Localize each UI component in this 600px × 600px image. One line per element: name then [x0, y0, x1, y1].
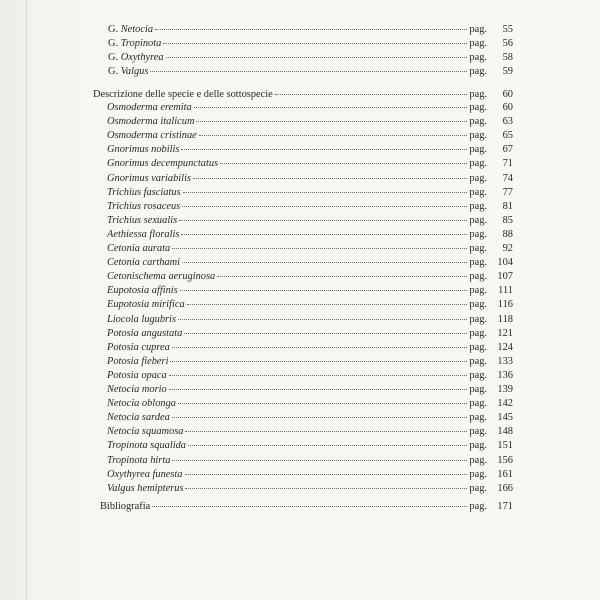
pag-label: pag.	[469, 341, 487, 353]
dot-leader	[199, 135, 468, 136]
page-number: 58	[502, 52, 513, 64]
dot-leader	[163, 43, 467, 44]
pag-label: pag.	[469, 426, 487, 438]
dot-leader	[172, 248, 467, 249]
page-number: 148	[497, 426, 513, 438]
toc-entry	[108, 66, 513, 78]
page-number: 56	[502, 38, 513, 50]
pag-label: pag.	[469, 172, 487, 184]
page-number: 81	[502, 200, 513, 212]
dot-leader	[182, 262, 467, 263]
dot-leader	[188, 445, 467, 446]
entry-title: Tropinota squalida	[107, 440, 187, 452]
pag-label: pag.	[469, 52, 487, 64]
page-number: 104	[497, 257, 513, 269]
toc-entry	[107, 426, 513, 438]
dot-leader	[172, 347, 468, 348]
pag-label: pag.	[469, 89, 487, 100]
entry-title: Potosia angustata	[107, 327, 183, 339]
page-number: 88	[502, 228, 513, 240]
dot-leader	[183, 192, 468, 193]
dot-leader	[220, 163, 467, 164]
page-number: 60	[502, 89, 513, 100]
toc-entry	[107, 130, 513, 142]
toc-entry	[108, 52, 513, 64]
page-number: 71	[502, 158, 513, 170]
toc-entry	[107, 158, 513, 170]
entry-title: Trichius rosaceus	[107, 200, 181, 212]
pag-label: pag.	[469, 214, 487, 226]
pag-label: pag.	[469, 116, 487, 128]
toc-section-heading	[100, 501, 513, 513]
dot-leader	[185, 488, 467, 489]
page-number: 142	[497, 398, 513, 410]
pag-label: pag.	[469, 228, 487, 240]
entry-title: Tropinota	[120, 38, 162, 50]
pag-label: pag.	[469, 327, 487, 339]
pag-label: pag.	[469, 454, 487, 466]
pag-label: pag.	[469, 257, 487, 269]
page-number: 166	[497, 482, 513, 494]
entry-title: Potosia opaca	[107, 369, 167, 381]
dot-leader	[178, 403, 467, 404]
dot-leader	[170, 361, 467, 362]
toc-entry	[107, 299, 513, 311]
entry-title: Aethiessa floralis	[107, 228, 180, 240]
toc-entry	[107, 173, 513, 185]
toc-entry	[107, 187, 513, 199]
dot-leader	[150, 71, 467, 72]
entry-title: Oxythyrea	[120, 52, 164, 64]
dot-leader	[152, 506, 467, 507]
page-number: 59	[502, 66, 513, 78]
toc-entry	[107, 398, 513, 410]
dot-leader	[169, 389, 468, 390]
toc-entry	[107, 356, 513, 368]
entry-title: Liocola lugubris	[107, 313, 176, 325]
page-number: 74	[502, 172, 513, 184]
page-number: 92	[502, 243, 513, 254]
entry-title: Cetonischema aeruginosa	[107, 271, 216, 283]
page-number: 116	[497, 299, 513, 311]
pag-label: pag.	[469, 200, 487, 212]
pag-label: pag.	[469, 412, 487, 424]
entry-title: Osmoderma eremita	[107, 102, 192, 113]
section-heading-title: Bibliografia	[100, 501, 151, 512]
page-number: 118	[497, 313, 513, 325]
page-number: 124	[497, 341, 513, 353]
entry-title: Trichius sexualis	[107, 214, 178, 226]
dot-leader	[184, 333, 467, 334]
page-number: 139	[497, 384, 513, 395]
dot-leader	[185, 431, 467, 432]
dot-leader	[181, 234, 467, 235]
page-number: 60	[502, 102, 513, 113]
entry-title: Netocia squamosa	[107, 426, 184, 438]
entry-title: Netocia oblonga	[107, 398, 176, 410]
entry-title: Tropinota hirta	[107, 454, 171, 466]
page-number: 63	[502, 116, 513, 128]
dot-leader	[185, 474, 468, 475]
toc-entry	[107, 384, 513, 396]
entry-title: Netocia	[120, 24, 154, 35]
dot-leader	[155, 29, 467, 30]
pag-label: pag.	[469, 285, 487, 297]
entry-title: Gnorimus nobilis	[107, 144, 180, 156]
dot-leader	[182, 206, 467, 207]
page-number: 67	[502, 144, 513, 156]
toc-entry	[107, 243, 513, 255]
entry-title: Trichius fasciatus	[107, 186, 181, 198]
page-number: 145	[497, 412, 513, 424]
dot-leader	[172, 460, 467, 461]
toc-entry	[107, 201, 513, 213]
entry-title: Gnorimus decempunctatus	[107, 158, 219, 170]
dot-leader	[179, 220, 467, 221]
toc-entry	[107, 215, 513, 227]
pag-label: pag.	[469, 66, 487, 78]
entry-title: Netocia morio	[107, 384, 167, 395]
pag-label: pag.	[469, 440, 487, 452]
toc-entry	[107, 116, 513, 128]
page-number: 77	[502, 186, 513, 198]
entry-title: Cetonia carthami	[107, 257, 181, 269]
dot-leader	[193, 178, 467, 179]
entry-prefix: G.	[108, 38, 121, 50]
entry-title: Osmoderma cristinae	[107, 130, 197, 142]
entry-title: Eupotosia affinis	[107, 285, 178, 297]
entry-title: Netocia sardea	[107, 412, 170, 424]
pag-label: pag.	[469, 384, 487, 395]
dot-leader	[172, 417, 468, 418]
toc-entry	[107, 257, 513, 269]
page-number: 171	[497, 501, 513, 512]
pag-label: pag.	[469, 102, 487, 113]
toc-section-heading	[93, 89, 513, 101]
page-number: 111	[498, 285, 513, 297]
pag-label: pag.	[469, 186, 487, 198]
dot-leader	[181, 149, 467, 150]
toc-entry	[107, 314, 513, 326]
pag-label: pag.	[469, 313, 487, 325]
toc-entry	[107, 229, 513, 241]
page-number: 121	[497, 327, 513, 339]
toc-entry	[107, 144, 513, 156]
toc-entry	[107, 271, 513, 283]
pag-label: pag.	[469, 398, 487, 410]
pag-label: pag.	[469, 501, 487, 512]
dot-leader	[187, 304, 468, 305]
dot-leader	[169, 375, 468, 376]
pag-label: pag.	[469, 482, 487, 494]
toc-entry	[108, 38, 513, 50]
pag-label: pag.	[469, 38, 487, 50]
pag-label: pag.	[469, 243, 487, 254]
pag-label: pag.	[469, 24, 487, 35]
page-number: 136	[497, 369, 513, 381]
page-number: 156	[497, 454, 513, 466]
pag-label: pag.	[469, 355, 487, 367]
page-number: 133	[497, 355, 513, 367]
toc-entry	[107, 440, 513, 452]
toc-entry	[107, 469, 513, 481]
toc-entry	[107, 483, 513, 495]
pag-label: pag.	[469, 468, 487, 480]
pag-label: pag.	[469, 158, 487, 170]
toc-entry	[108, 24, 513, 36]
dot-leader	[217, 276, 467, 277]
toc-entry	[107, 412, 513, 424]
dot-leader	[196, 121, 467, 122]
toc-entry	[107, 455, 513, 467]
section-heading-title: Descrizione delle specie e delle sottospecie	[93, 89, 273, 100]
toc-entry	[107, 370, 513, 382]
page-number: 107	[497, 271, 513, 283]
entry-title: Oxythyrea funesta	[107, 468, 183, 480]
entry-prefix: G.	[108, 66, 121, 78]
page-number: 65	[502, 130, 513, 142]
dot-leader	[166, 57, 468, 58]
pag-label: pag.	[469, 369, 487, 381]
pag-label: pag.	[469, 144, 487, 156]
entry-title: Potosia fieberi	[107, 355, 169, 367]
toc-entry	[107, 285, 513, 297]
entry-title: Osmoderma italicum	[107, 116, 195, 128]
pag-label: pag.	[469, 271, 487, 283]
entry-title: Valgus hemipterus	[107, 482, 184, 494]
pag-label: pag.	[469, 130, 487, 142]
entry-title: Valgus	[120, 66, 149, 78]
page-number: 55	[502, 24, 513, 35]
entry-title: Cetonia aurata	[107, 243, 171, 254]
page-number: 85	[502, 214, 513, 226]
dot-leader	[180, 290, 468, 291]
dot-leader	[178, 319, 467, 320]
entry-prefix: G.	[108, 52, 121, 64]
toc-entry	[107, 328, 513, 340]
dot-leader	[194, 107, 468, 108]
toc-entry	[107, 342, 513, 354]
entry-prefix: G.	[108, 24, 121, 35]
entry-title: Eupotosia mirifica	[107, 299, 185, 311]
page-number: 151	[497, 440, 513, 452]
entry-title: Potosia cuprea	[107, 341, 170, 353]
page-number: 161	[497, 468, 513, 480]
entry-title: Gnorimus variabilis	[107, 172, 191, 184]
toc-entry	[107, 102, 513, 114]
dot-leader	[275, 94, 468, 95]
pag-label: pag.	[469, 299, 487, 311]
